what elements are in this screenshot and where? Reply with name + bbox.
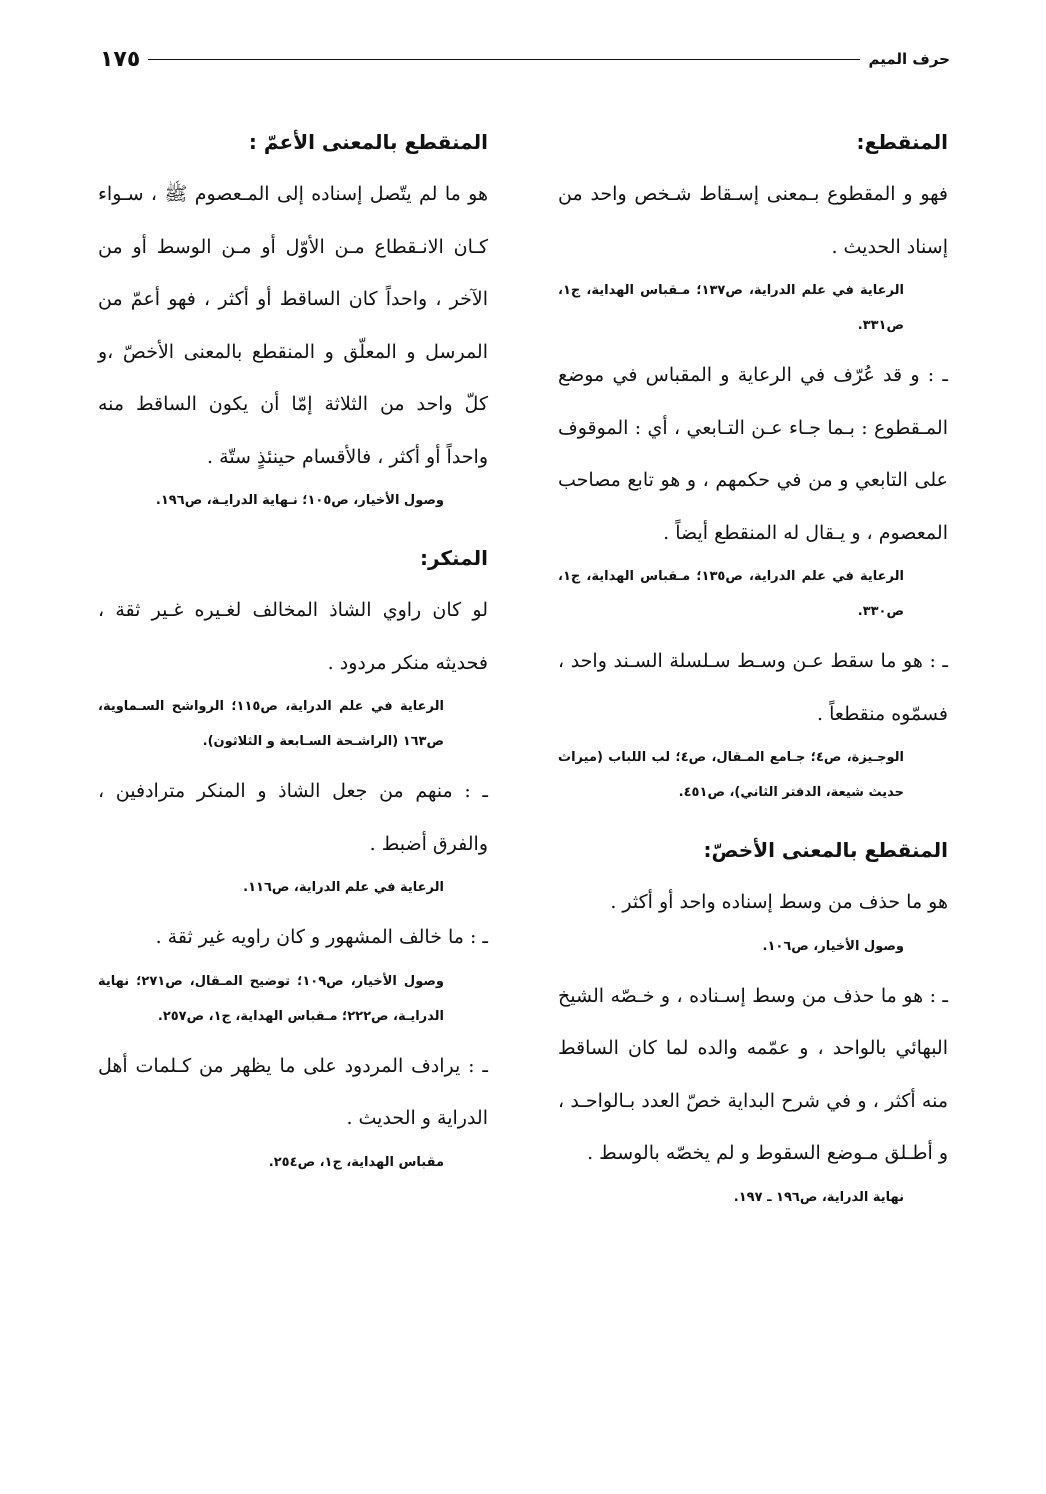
left-column — [98, 122, 488, 1180]
definition-text: هو ما لم يتّصل إسناده إلى المـعصوم ﷺ ، سـواء كـان الانـقطاع مـن الأوّل أو مـن الوسط أو من الآخر ، واحداً كان الساقط أو أكثر ، فهو أعمّ من المرسل و المعلّق و المنقطع بالمعنى الأخصّ ،و كلّ واحد من الثلاثة إمّا أن يكون الساقط منه واحداً أو أكثر ، فالأقسام حينئذٍ ستّة . — [98, 183, 488, 468]
definition-text: هو ما حذف من وسط إسناده واحد أو أكثر . — [610, 891, 948, 913]
running-title: حرف الميم — [868, 50, 950, 68]
entry-heading: المنقطع بالمعنى الأعمّ : — [248, 130, 488, 154]
header-rule — [148, 59, 860, 60]
reference-citation: وصول الأخيار، ص١٠٥؛ نـهاية الدرايـة، ص١٩٦. — [155, 493, 444, 508]
reference-citation: وصول الأخيار، ص١٠٦. — [762, 938, 904, 954]
entry-heading: المنقطع بالمعنى الأخصّ: — [703, 838, 948, 862]
reference-citation: الرعاية في علم الدراية، ص١١٥؛ الرواشح السـماوية، ص١٦٣ (الراشـحة السـابعة و الثلاثون). — [98, 699, 444, 749]
entry-heading: المنقطع: — [856, 130, 948, 154]
definition-text: لو كان راوي الشاذ المخالف لغـيره غـير ثقة ، فحديثه منكر مردود . — [98, 599, 488, 674]
definition-text: ـ : و قد عُرّف في الرعاية و المقباس في موضع المـقطوع : بـما جـاء عـن التـابعي ، أي : الموقوف على التابعي و من في حكمهم ، و هو تابع مصاحب المعصوم ، و يـقال له المنقطع أيضاً . — [558, 364, 948, 544]
definition-text: ـ : هو ما حذف من وسط إسـناده ، و خـصّه الشيخ البهائي بالواحد ، و عمّمه والده لما كان الساقط منه أكثر ، و في شرح البداية خصّ العدد بـالواحـد ، و أطـلق مـوضع السقوط و لم يخصّه بالوسط . — [558, 984, 948, 1164]
definition-text: ـ : منهم من جعل الشاذ و المنكر مترادفين ، والفرق أضبط . — [98, 780, 488, 855]
definition-text: ـ : ما خالف المشهور و كان راويه غير ثقة . — [155, 926, 488, 948]
reference-citation: الوجـيزة، ص٤؛ جـامع المـقال، ص٤؛ لب اللباب (ميراث حديث شيعة، الدفتر الثاني)، ص٤٥١. — [558, 750, 905, 800]
page-number: ١٧٥ — [100, 46, 141, 72]
page-header — [100, 44, 950, 74]
reference-citation: الرعاية في علم الدراية، ص١١٦. — [243, 880, 444, 895]
entry-heading: المنكر: — [419, 546, 488, 570]
reference-citation: الرعاية في علم الدراية، ص١٣٧؛ مـقباس الهداية، ج١، ص٣٣١. — [558, 283, 904, 333]
definition-text: فهو و المقطوع بـمعنى إسـقاط شـخص واحد من إسناد الحديث . — [558, 183, 948, 258]
definition-text: ـ : هو ما سقط عـن وسـط سـلسلة السـند واحد ، فسمّوه منقطعاً . — [558, 650, 948, 725]
right-column — [558, 122, 948, 1215]
reference-citation: الرعاية في علم الدراية، ص١٣٥؛ مـقباس الهداية، ج١، ص٣٣٠. — [558, 569, 904, 619]
definition-text: ـ : يرادف المردود على ما يظهر من كـلمات أهل الدراية و الحديث . — [98, 1054, 488, 1129]
reference-citation: وصول الأخيار، ص١٠٩؛ توضيح المـقال، ص٢٧١؛ نهاية الدرايـة، ص٢٢٢؛ مـقباس الهداية، ج١، ص٢٥٧. — [98, 973, 444, 1024]
reference-citation: مقباس الهداية، ج١، ص٢٥٤. — [268, 1154, 444, 1170]
reference-citation: نهاية الدراية، ص١٩٦ ـ ١٩٧. — [733, 1189, 904, 1205]
